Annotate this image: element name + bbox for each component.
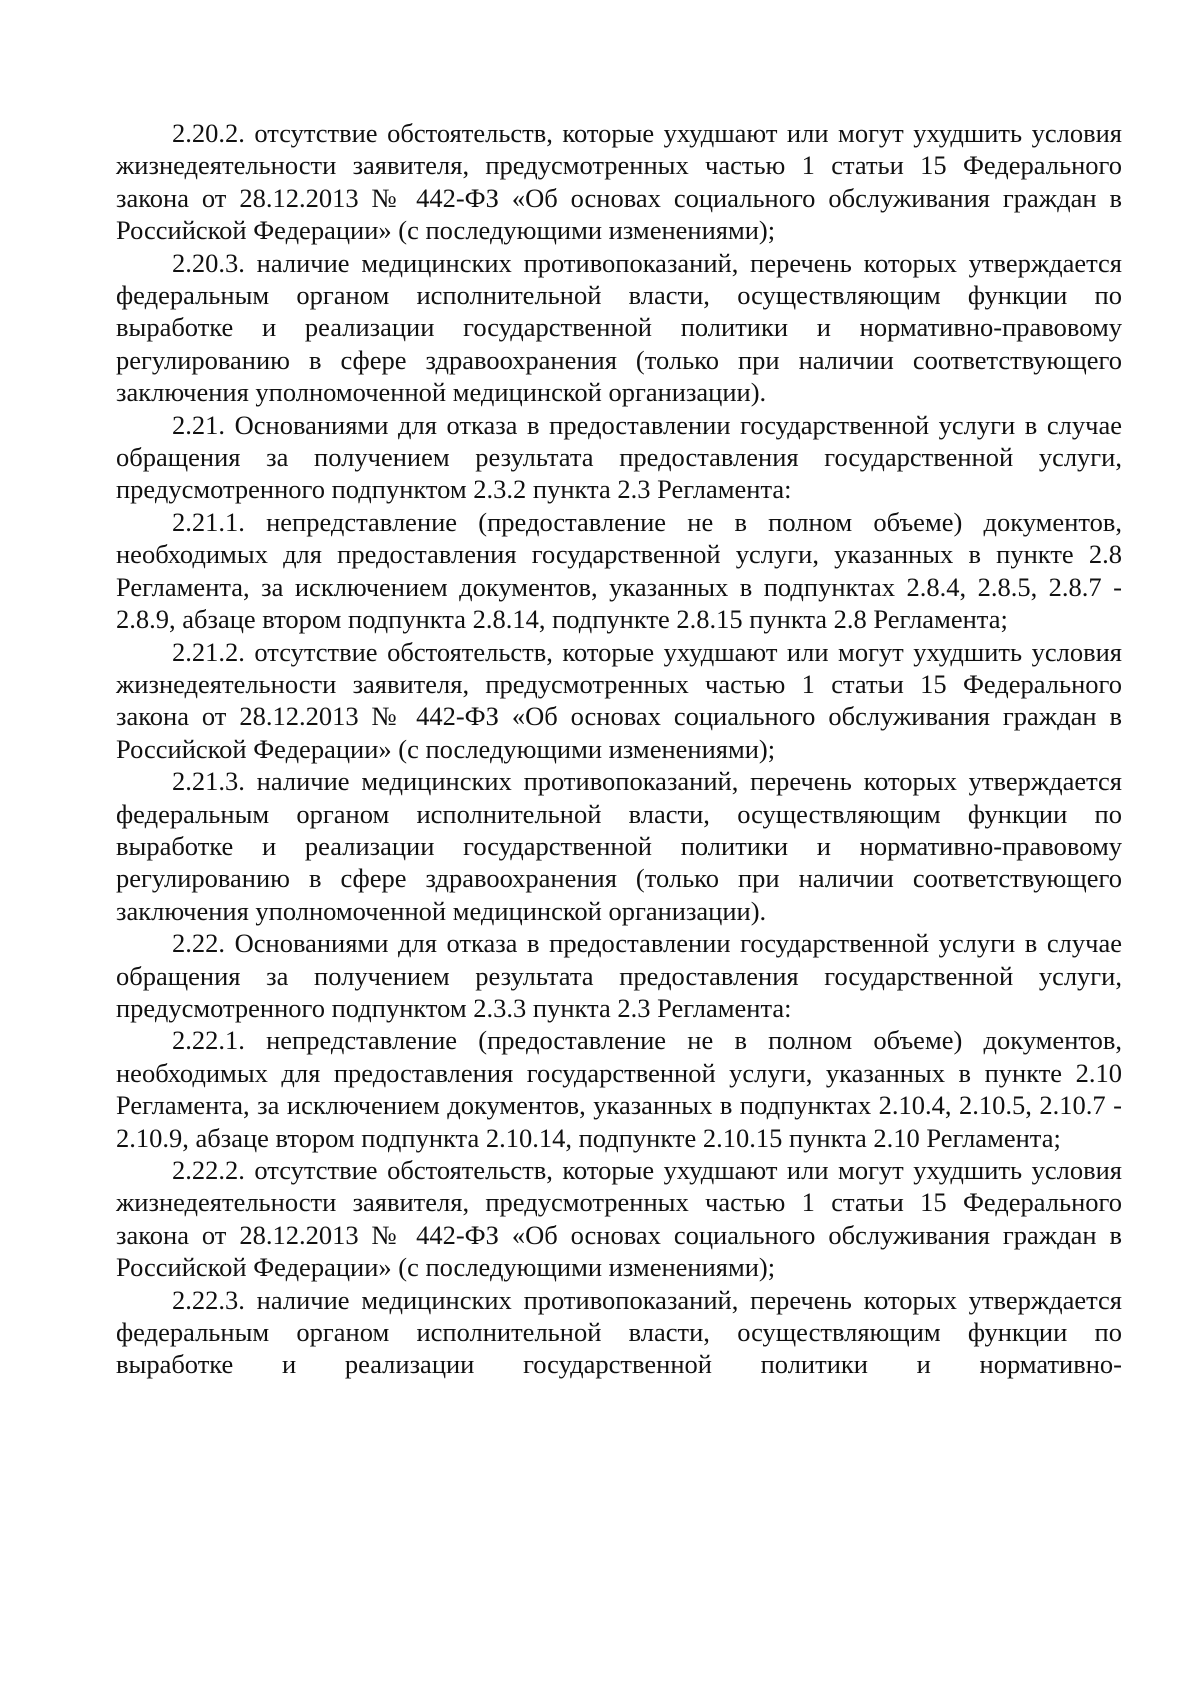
paragraph-2-22: 2.22. Основаниями для отказа в предоставлении государственной услуги в случае обращения за получением результата предоставления государственной услуги, предусмотренного подпунктом 2.3.3 пункта 2.3 Регламента: <box>116 928 1122 1023</box>
paragraph-2-21: 2.21. Основаниями для отказа в предоставлении государственной услуги в случае обращения за получением результата предоставления государственной услуги, предусмотренного подпунктом 2.3.2 пункта 2.3 Регламента: <box>116 409 1122 505</box>
paragraph-2-21-2: 2.21.2. отсутствие обстоятельств, которые ухудшают или могут ухудшить условия жизнедеятельности заявителя, предусмотренных частью 1 статьи 15 Федерального закона от 28.12.2013 № 442-ФЗ «Об основах социального обслуживания граждан в Российской Федерации» (с последующими изменениями); <box>116 636 1122 764</box>
paragraph-2-20-3: 2.20.3. наличие медицинских противопоказаний, перечень которых утверждается федеральным органом исполнительной власти, осуществляющим функции по выработке и реализации государственной политики и нормативно-правовому регулированию в сфере здравоохранения (только при наличии соответствующего заключения уполномоченной медицинской организации). <box>116 247 1122 408</box>
paragraph-2-22-3: 2.22.3. наличие медицинских противопоказаний, перечень которых утверждается федеральным органом исполнительной власти, осуществляющим функции по выработке и реализации государственной политики и нормативно- <box>116 1284 1122 1380</box>
paragraph-2-22-2: 2.22.2. отсутствие обстоятельств, которые ухудшают или могут ухудшить условия жизнедеятельности заявителя, предусмотренных частью 1 статьи 15 Федерального закона от 28.12.2013 № 442-ФЗ «Об основах социального обслуживания граждан в Российской Федерации» (с последующими изменениями); <box>116 1155 1122 1283</box>
paragraph-2-20-2: 2.20.2. отсутствие обстоятельств, которые ухудшают или могут ухудшить условия жизнедеятельности заявителя, предусмотренных частью 1 статьи 15 Федерального закона от 28.12.2013 № 442-ФЗ «Об основах социального обслуживания граждан в Российской Федерации» (с последующими изменениями); <box>116 118 1122 246</box>
paragraph-2-22-1: 2.22.1. непредставление (предоставление не в полном объеме) документов, необходимых для предоставления государственной услуги, указанных в пункте 2.10 Регламента, за исключением документов, указанных в подпунктах 2.10.4, 2.10.5, 2.10.7 - 2.10.9, абзаце втором подпункта 2.10.14, подпункте 2.10.15 пункта 2.10 Регламента; <box>116 1025 1122 1153</box>
paragraph-2-21-1: 2.21.1. непредставление (предоставление не в полном объеме) документов, необходимых для предоставления государственной услуги, указанных в пункте 2.8 Регламента, за исключением документов, указанных в подпунктах 2.8.4, 2.8.5, 2.8.7 - 2.8.9, абзаце втором подпункта 2.8.14, подпункте 2.8.15 пункта 2.8 Регламента; <box>116 506 1122 635</box>
paragraph-2-21-3: 2.21.3. наличие медицинских противопоказаний, перечень которых утверждается федеральным органом исполнительной власти, осуществляющим функции по выработке и реализации государственной политики и нормативно-правовому регулированию в сфере здравоохранения (только при наличии соответствующего заключения уполномоченной медицинской организации). <box>116 766 1122 926</box>
document-page <box>116 117 1122 1381</box>
